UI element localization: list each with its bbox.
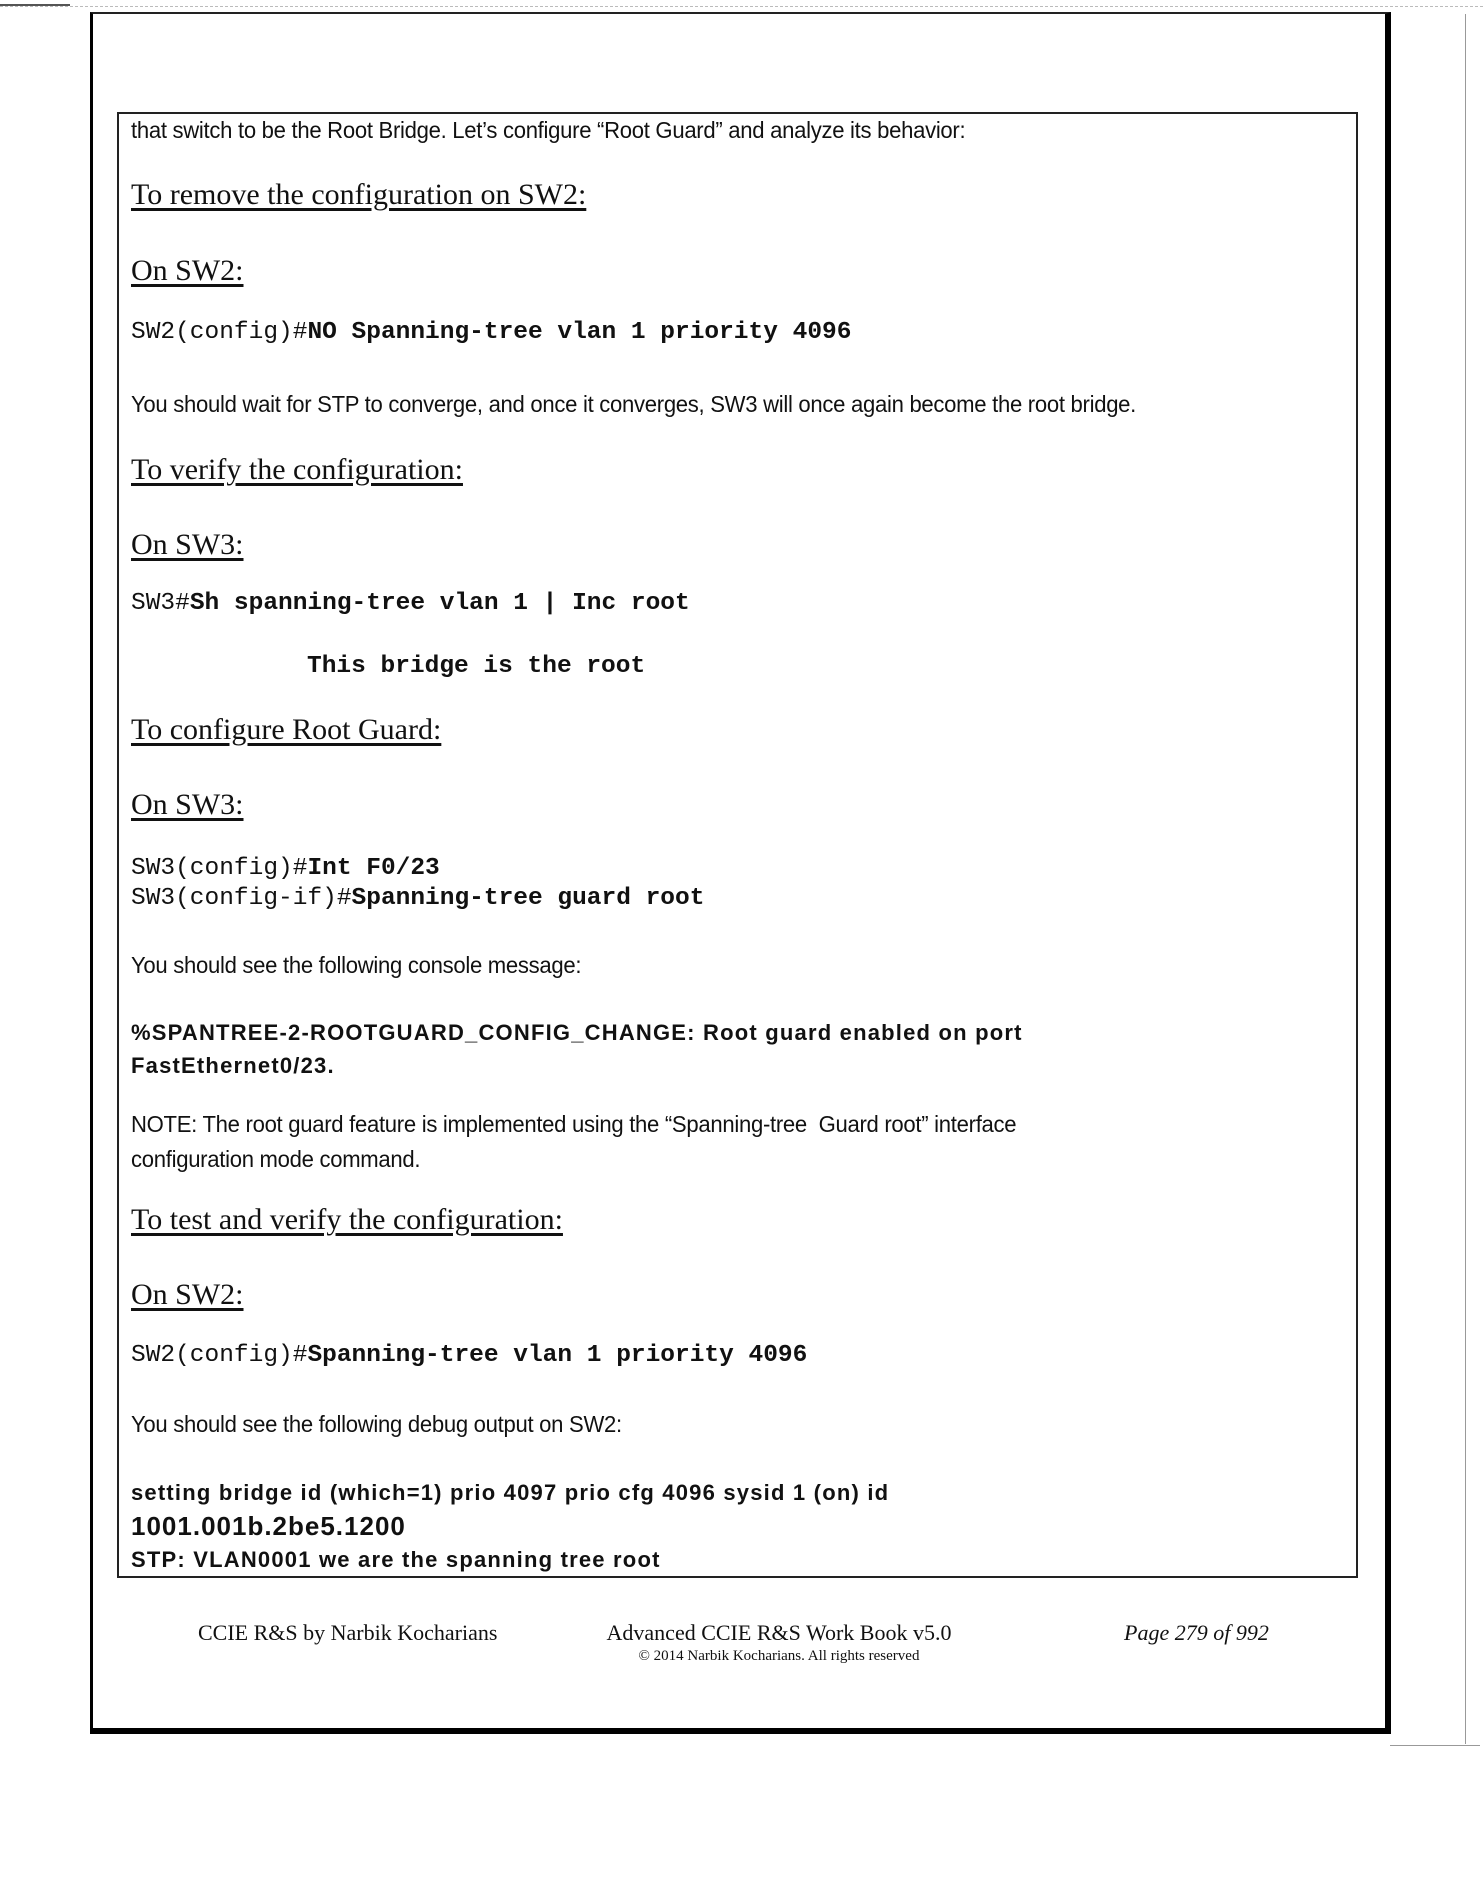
page-number: Page 279 of 992	[1124, 1620, 1269, 1645]
note-line: NOTE: The root guard feature is implemented using the “Spanning-tree Guard root” interface	[131, 1111, 1017, 1137]
command-text: NO Spanning-tree vlan 1 priority 4096	[307, 319, 852, 346]
command-line	[131, 855, 440, 882]
command-prompt: SW3(config)#	[131, 855, 308, 882]
command-prompt: SW3#	[131, 590, 190, 617]
page-edge-line	[1465, 14, 1466, 1744]
heading-remove-config: To remove the configuration on SW2:	[131, 178, 587, 211]
footer-title-block	[579, 1620, 979, 1665]
console-message-line: FastEthernet0/23.	[131, 1053, 335, 1078]
heading-configure-root-guard: To configure Root Guard:	[131, 713, 442, 746]
command-output: This bridge is the root	[307, 653, 646, 680]
heading-on-sw3: On SW3:	[131, 528, 244, 561]
heading-verify-config: To verify the configuration:	[131, 453, 463, 486]
command-line	[131, 885, 704, 912]
console-message-line: %SPANTREE-2-ROOTGUARD_CONFIG_CHANGE: Root guard enabled on port	[131, 1020, 1023, 1045]
command-line	[131, 1342, 807, 1369]
footer-author: CCIE R&S by Narbik Kocharians	[198, 1620, 498, 1645]
intro-text: that switch to be the Root Bridge. Let’s configure “Root Guard” and analyze its behavior:	[131, 117, 966, 143]
footer-copyright: © 2014 Narbik Kocharians. All rights reserved	[638, 1648, 920, 1664]
scan-edge-line	[0, 6, 1483, 7]
heading-on-sw2: On SW2:	[131, 1278, 244, 1311]
command-prompt: SW2(config)#	[131, 319, 308, 346]
content-box	[117, 112, 1358, 1578]
heading-on-sw3: On SW3:	[131, 788, 244, 821]
command-text: Spanning-tree vlan 1 priority 4096	[307, 1342, 808, 1369]
heading-on-sw2: On SW2:	[131, 254, 244, 287]
command-text: Int F0/23	[307, 855, 440, 882]
paragraph: You should wait for STP to converge, and once it converges, SW3 will once again become the root bridge.	[131, 391, 1137, 417]
command-prompt: SW2(config)#	[131, 1342, 308, 1369]
heading-test-verify: To test and verify the configuration:	[131, 1203, 563, 1236]
command-line	[131, 590, 690, 617]
command-text: Sh spanning-tree vlan 1 | Inc root	[189, 590, 690, 617]
command-line	[131, 319, 851, 346]
debug-output-line: setting bridge id (which=1) prio 4097 prio cfg 4096 sysid 1 (on) id	[131, 1480, 890, 1505]
paragraph: You should see the following console message:	[131, 952, 582, 978]
debug-output-line: 1001.001b.2be5.1200	[131, 1511, 406, 1541]
paragraph: You should see the following debug output on SW2:	[131, 1411, 622, 1437]
command-prompt: SW3(config-if)#	[131, 885, 352, 912]
footer-book-title: Advanced CCIE R&S Work Book v5.0	[606, 1620, 952, 1645]
note-line: configuration mode command.	[131, 1146, 421, 1172]
page-edge-line-bottom	[1390, 1745, 1480, 1746]
command-text: Spanning-tree guard root	[351, 885, 705, 912]
debug-output-line: STP: VLAN0001 we are the spanning tree root	[131, 1547, 661, 1572]
